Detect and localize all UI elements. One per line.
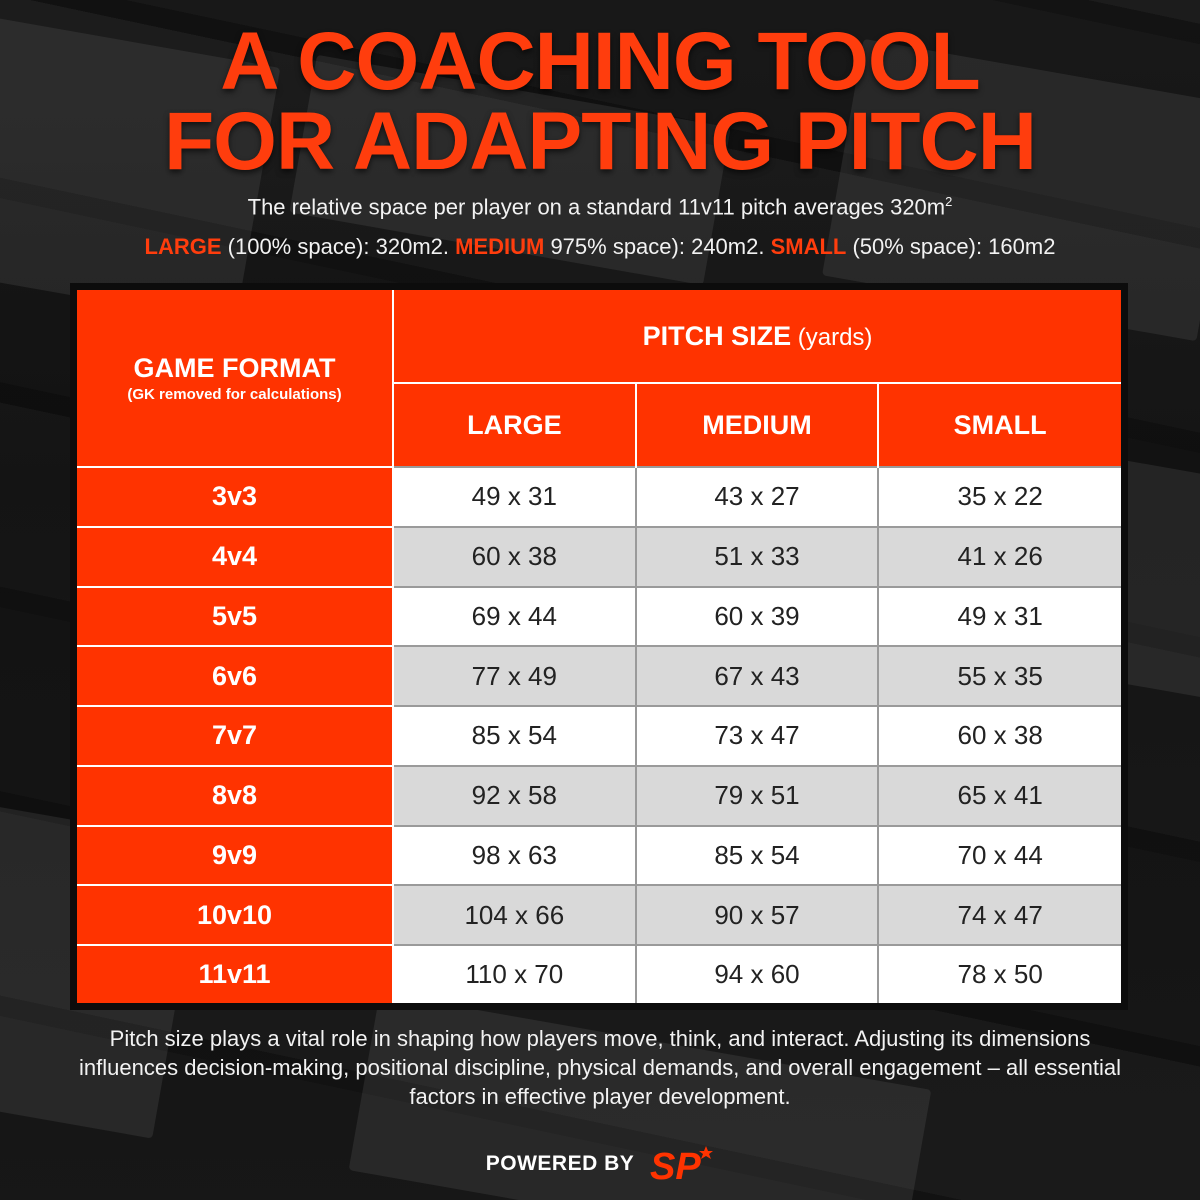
row-format: 7v7: [77, 706, 393, 766]
footer-description: Pitch size plays a vital role in shaping how players move, think, and interact. Adjusting its dimensions influences decision-making, positional discipline, physical demands, and overall engagement – all essential factors in effective player development.: [79, 1026, 1121, 1109]
subtitle-text: The relative space per player on a standard 11v11 pitch averages 320m: [247, 194, 946, 220]
pitch-size-table: [77, 290, 1121, 1003]
cell-small: 60 x 38: [878, 706, 1121, 766]
medium-label: MEDIUM: [455, 234, 545, 259]
column-header-medium: MEDIUM: [636, 383, 879, 467]
medium-text: 975% space): 240m2.: [544, 234, 771, 259]
cell-small: 41 x 26: [878, 527, 1121, 587]
table-row: [77, 945, 1121, 1003]
powered-by: [0, 1142, 1200, 1186]
table-row: [77, 766, 1121, 826]
sp-logo: [648, 1144, 714, 1184]
cell-small: 35 x 22: [878, 467, 1121, 527]
star-icon: [699, 1146, 713, 1159]
cell-large: 92 x 58: [393, 766, 636, 826]
row-format: 3v3: [77, 467, 393, 527]
cell-large: 49 x 31: [393, 467, 636, 527]
powered-by-label: POWERED BY: [485, 1152, 635, 1175]
column-header-large: LARGE: [393, 383, 636, 467]
cell-medium: 43 x 27: [636, 467, 879, 527]
table-row: [77, 826, 1121, 886]
cell-large: 98 x 63: [393, 826, 636, 886]
cell-small: 78 x 50: [878, 945, 1121, 1003]
table-row: [77, 587, 1121, 647]
title-line-1: A COACHING TOOL: [220, 16, 980, 107]
cell-medium: 73 x 47: [636, 706, 879, 766]
pitch-size-unit: (yards): [791, 323, 873, 351]
cell-large: 77 x 49: [393, 646, 636, 706]
title-line-2: FOR ADAPTING PITCH: [164, 96, 1036, 187]
large-text: (100% space): 320m2.: [221, 234, 456, 259]
row-format: 8v8: [77, 766, 393, 826]
gk-note: (GK removed for calculations): [127, 386, 342, 403]
cell-medium: 90 x 57: [636, 885, 879, 945]
row-format: 4v4: [77, 527, 393, 587]
table-row: [77, 467, 1121, 527]
sp-logo-text: SP: [650, 1146, 701, 1184]
subtitle: [0, 194, 1200, 220]
size-legend: [0, 234, 1200, 260]
cell-medium: 85 x 54: [636, 826, 879, 886]
table-row: [77, 885, 1121, 945]
small-label: SMALL: [770, 234, 847, 259]
cell-large: 60 x 38: [393, 527, 636, 587]
cell-small: 70 x 44: [878, 826, 1121, 886]
small-text: (50% space): 160m2: [846, 234, 1056, 259]
cell-medium: 94 x 60: [636, 945, 879, 1003]
cell-large: 104 x 66: [393, 885, 636, 945]
row-format: 5v5: [77, 587, 393, 647]
cell-large: 110 x 70: [393, 945, 636, 1003]
large-label: LARGE: [144, 234, 222, 259]
sp-logo-icon: [648, 1144, 714, 1184]
cell-medium: 67 x 43: [636, 646, 879, 706]
table-row: [77, 527, 1121, 587]
cell-small: 65 x 41: [878, 766, 1121, 826]
pitch-size-table-frame: [70, 283, 1128, 1010]
row-format: 9v9: [77, 826, 393, 886]
cell-large: 85 x 54: [393, 706, 636, 766]
column-header-small: SMALL: [878, 383, 1121, 467]
game-format-label: GAME FORMAT: [133, 353, 336, 383]
cell-small: 55 x 35: [878, 646, 1121, 706]
pitch-size-header: [393, 290, 1121, 383]
pitch-size-label: PITCH SIZE: [642, 320, 792, 351]
row-format: 11v11: [77, 945, 393, 1003]
cell-small: 49 x 31: [878, 587, 1121, 647]
row-format: 10v10: [77, 885, 393, 945]
table-row: [77, 706, 1121, 766]
cell-medium: 51 x 33: [636, 527, 879, 587]
subtitle-superscript: 2: [945, 194, 953, 209]
cell-medium: 79 x 51: [636, 766, 879, 826]
game-format-header: [77, 290, 393, 467]
cell-large: 69 x 44: [393, 587, 636, 647]
cell-medium: 60 x 39: [636, 587, 879, 647]
cell-small: 74 x 47: [878, 885, 1121, 945]
table-row: [77, 646, 1121, 706]
row-format: 6v6: [77, 646, 393, 706]
